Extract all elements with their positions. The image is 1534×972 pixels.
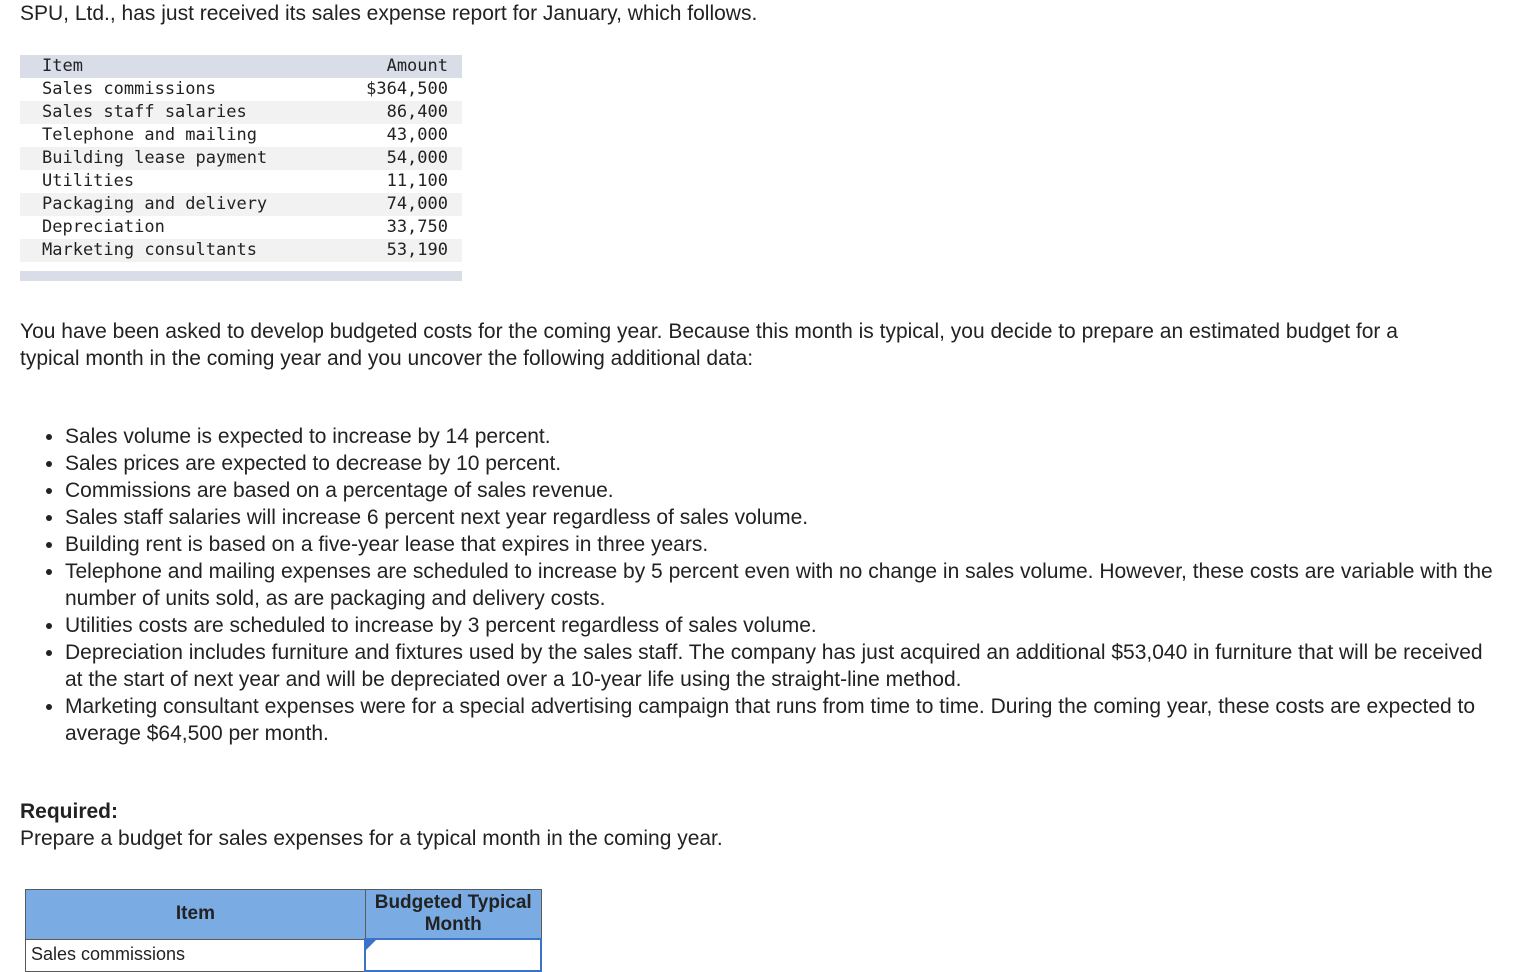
expense-item: Telephone and mailing: [20, 124, 338, 147]
expense-amount: 86,400: [338, 101, 462, 124]
list-item: • Marketing consultant expenses were for a special advertising campaign that runs from time to time. During the coming year, these costs are expected to average $64,500 per month.: [65, 693, 1505, 747]
expense-item: Sales commissions: [20, 78, 338, 101]
expense-amount: 54,000: [338, 147, 462, 170]
expense-item: Sales staff salaries: [20, 101, 338, 124]
expense-header-amount: Amount: [338, 55, 462, 78]
list-item: • Sales staff salaries will increase 6 percent next year regardless of sales volume.: [65, 504, 1505, 531]
expense-item: Building lease payment: [20, 147, 338, 170]
answer-item-label: Sales commissions: [26, 939, 366, 971]
cell-marker-icon: [366, 940, 376, 950]
answer-header-budget: Budgeted Typical Month: [365, 890, 541, 940]
expense-amount: 53,190: [338, 239, 462, 262]
expense-item: Utilities: [20, 170, 338, 193]
answer-table-header-row: [26, 890, 542, 940]
answer-header-item: Item: [26, 890, 366, 940]
intro-text: SPU, Ltd., has just received its sales expense report for January, which follows.: [20, 2, 758, 25]
list-item: • Sales prices are expected to decrease by 10 percent.: [65, 450, 1505, 477]
expense-item: Marketing consultants: [20, 239, 338, 262]
expense-row: [20, 124, 462, 147]
january-expense-table: [20, 55, 462, 262]
expense-header-item: Item: [20, 55, 338, 78]
expense-row: [20, 170, 462, 193]
list-item: • Sales volume is expected to increase by 14 percent.: [65, 423, 1505, 450]
list-item: • Building rent is based on a five-year lease that expires in three years.: [65, 531, 1505, 558]
expense-table-footer-bar: [20, 271, 462, 281]
list-item: • Telephone and mailing expenses are scheduled to increase by 5 percent even with no change in sales volume. However, these costs are variable with the number of units sold, as are packaging and delivery costs.: [65, 558, 1505, 612]
additional-data-list: [20, 423, 1505, 747]
expense-row: [20, 101, 462, 124]
expense-row: [20, 193, 462, 216]
list-item: • Commissions are based on a percentage of sales revenue.: [65, 477, 1505, 504]
expense-amount: 33,750: [338, 216, 462, 239]
required-text: Prepare a budget for sales expenses for a typical month in the coming year.: [20, 827, 723, 850]
instructions-paragraph: You have been asked to develop budgeted costs for the coming year. Because this month is typical, you decide to prepare an estimated budget for a typical month in the coming year and you uncover the following additional data:: [20, 320, 1398, 370]
expense-row: [20, 78, 462, 101]
expense-amount: 11,100: [338, 170, 462, 193]
table-row: [26, 939, 542, 971]
list-item: • Utilities costs are scheduled to increase by 3 percent regardless of sales volume.: [65, 612, 1505, 639]
list-item: • Depreciation includes furniture and fixtures used by the sales staff. The company has just acquired an additional $53,040 in furniture that will be received at the start of next year and will be depreciated over a 10-year life using the straight-line method.: [65, 639, 1505, 693]
expense-item: Depreciation: [20, 216, 338, 239]
budget-input-cell[interactable]: [365, 939, 541, 971]
expense-amount: $364,500: [338, 78, 462, 101]
expense-item: Packaging and delivery: [20, 193, 338, 216]
expense-amount: 43,000: [338, 124, 462, 147]
expense-row: [20, 216, 462, 239]
expense-row: [20, 239, 462, 262]
required-heading: Required:: [20, 800, 119, 823]
budget-answer-table: [25, 889, 542, 972]
expense-amount: 74,000: [338, 193, 462, 216]
expense-row: [20, 147, 462, 170]
expense-table-header-row: [20, 55, 462, 78]
sales-commissions-budget-input[interactable]: [366, 941, 540, 969]
